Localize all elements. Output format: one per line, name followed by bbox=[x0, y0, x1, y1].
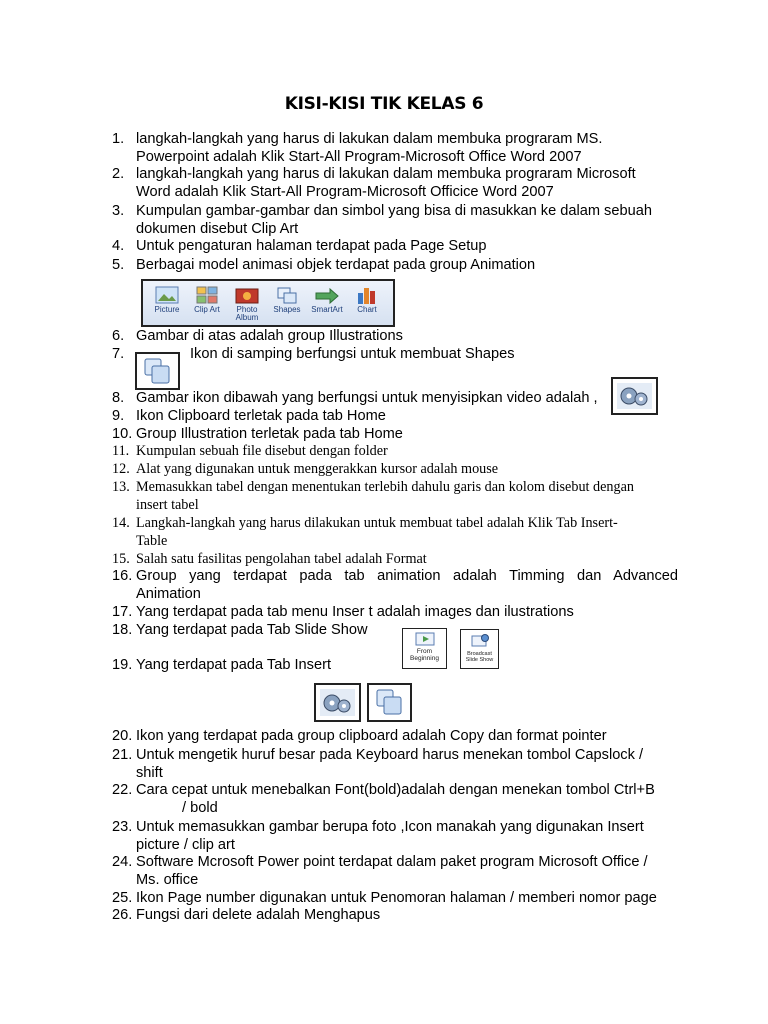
photo-album-icon bbox=[234, 285, 260, 305]
video-icon-image bbox=[314, 683, 361, 722]
from-beginning-button-image: From Beginning bbox=[402, 628, 447, 669]
illustrations-ribbon-image bbox=[141, 279, 395, 327]
shapes-button: Shapes bbox=[267, 283, 307, 323]
chart-icon bbox=[354, 285, 380, 305]
film-reel-icon bbox=[316, 685, 359, 720]
shapes-icon bbox=[274, 285, 300, 305]
shapes-icon-image bbox=[367, 683, 412, 722]
shapes-icon-image bbox=[135, 352, 180, 390]
shapes-icon bbox=[137, 354, 178, 388]
broadcast-icon bbox=[470, 633, 490, 649]
chart-button: Chart bbox=[347, 283, 387, 323]
slideshow-icon bbox=[414, 631, 436, 647]
shapes-icon bbox=[369, 685, 410, 720]
smartart-button: SmartArt bbox=[307, 283, 347, 323]
item-number: 1. bbox=[112, 131, 125, 147]
smartart-icon bbox=[314, 285, 340, 305]
photo-album-button: Photo Album bbox=[227, 283, 267, 323]
broadcast-slide-show-button-image: Broadcast Slide Show bbox=[460, 629, 499, 669]
picture-button: Picture bbox=[147, 283, 187, 323]
clip-art-icon bbox=[194, 285, 220, 305]
clip-art-button: Clip Art bbox=[187, 283, 227, 323]
picture-icon bbox=[154, 285, 180, 305]
document-title: KISI-KISI TIK KELAS 6 bbox=[284, 94, 484, 114]
